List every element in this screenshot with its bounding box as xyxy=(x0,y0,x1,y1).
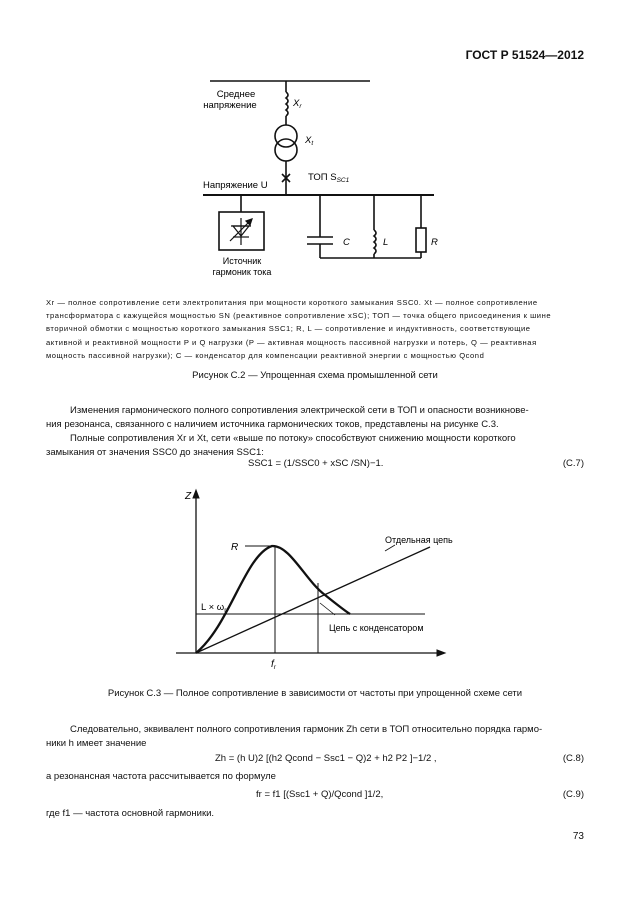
transformer-coil-2 xyxy=(275,139,297,161)
transformer-coil-1 xyxy=(275,125,297,147)
paragraph-4: где f1 — частота основной гармоники. xyxy=(46,808,215,819)
r-peak-label: R xyxy=(231,542,239,553)
l-label: L xyxy=(383,237,389,248)
figure-legend xyxy=(46,296,584,362)
figure-c3-caption: Рисунок С.3 — Полное сопротивление в зависимости от частоты при упрощенной схеме сети xyxy=(107,688,523,699)
r-label: R xyxy=(431,237,438,248)
c-label: C xyxy=(343,237,350,248)
figure-c2-caption: Рисунок С.2 — Упрощенная схема промышленной сети xyxy=(192,370,438,381)
equation-c9-number: (С.9) xyxy=(562,789,584,800)
paragraph-1: Изменения гармонического полного сопротивления электрической сети в ТОП и опасности возникнове- ния резонанса, связанного с наличием источника гармонических токов, представлены на рисунке С.3. Полные сопротивления Xr и Xt, сети «выше по потоку» способствуют снижению мощности короткого замыкания от значения SSC0 до значения SSC1: xyxy=(46,405,529,458)
voltage-label: Напряжение U xyxy=(203,180,268,191)
equation-c8: Zh = (h U)2 [(h2 Qcond − Ssc1 − Q)2 + h2 P2 ]−1/2 , xyxy=(215,753,437,764)
page-number: 73 xyxy=(572,831,584,842)
equation-c7-number: (С.7) xyxy=(562,458,584,469)
xt-label: $X_t$ xyxy=(305,135,314,147)
document-header: ГОСТ Р 51524—2012 xyxy=(465,48,584,62)
equation-c9: fr = f1 [(Ssc1 + Q)/Qcond ]1/2, xyxy=(256,789,384,800)
xr-inductor xyxy=(286,92,288,116)
circuit-diagram xyxy=(0,0,630,295)
equation-c7: SSC1 = (1/SSC0 + xSC /SN)−1. xyxy=(248,458,384,469)
legend-line-1: Xr — полное сопротивление сети электропитания при мощности короткого замыкания SSC0. Xt — полное сопротивление xyxy=(46,298,538,307)
resonance-curve xyxy=(196,546,350,653)
source-label-2: гармоник тока xyxy=(212,267,272,277)
current-source-symbol xyxy=(230,218,252,245)
fr-label: $f_r$ xyxy=(271,659,276,671)
source-label-1: Источник xyxy=(222,256,262,266)
capacitor-circuit-label: Цепь с конденсатором xyxy=(329,623,424,633)
separate-circuit-label: Отдельная цепь xyxy=(385,535,453,545)
legend-line-4: активной и реактивной мощности P и Q нагрузки (P — активная мощность пассивной нагрузки и потерь, Q — реактивная xyxy=(46,337,537,347)
equation-c8-number: (С.8) xyxy=(562,753,584,764)
x-axis-arrow xyxy=(437,650,445,656)
legend-line-3: вторичной обмотки с мощностью короткого замыкания SSC1; R, L — сопротивление и индуктивность, соответствующие xyxy=(46,324,531,334)
paragraph-3: а резонансная частота рассчитывается по формуле xyxy=(46,771,276,782)
medium-voltage-label-2: напряжение xyxy=(203,100,257,111)
legend-line-5: мощность пассивной нагрузки); C — конденсатор для компенсации реактивной энергии с мощностью Qcond xyxy=(46,350,485,360)
separate-circuit-line xyxy=(196,547,430,653)
impedance-chart xyxy=(0,485,630,675)
y-axis-arrow xyxy=(193,490,199,498)
medium-voltage-label-1: Среднее xyxy=(216,89,256,100)
paragraph-2: Следовательно, эквивалент полного сопротивления гармоник Zh сети в ТОП относительно порядка гармо- ники h имеет значение xyxy=(46,724,543,749)
xr-label: $X_r$ xyxy=(293,98,302,110)
l-omega-label: $L \times \omega_r$ xyxy=(201,602,227,614)
r-resistor xyxy=(416,228,426,252)
top-label: ТОП $S_{SC1}$ xyxy=(308,172,350,184)
z-axis-label: Z xyxy=(185,491,192,502)
l-inductor xyxy=(374,230,376,254)
legend-line-2: трансформатора с кажущейся мощностью SN (реактивное сопротивление xSC); ТОП — точка общего присоединения к шине xyxy=(46,311,552,321)
